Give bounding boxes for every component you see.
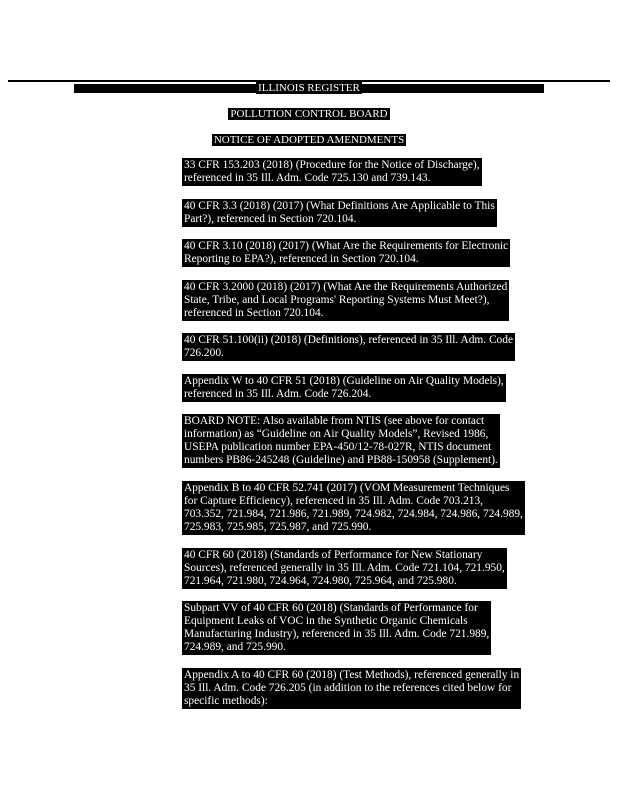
entry-line: Manufacturing Industry), referenced in 35 Ill. Adm. Code 721.989, [184, 628, 490, 640]
board-title [0, 109, 618, 120]
entry-line: 33 CFR 153.203 (2018) (Procedure for the Notice of Discharge), [184, 159, 480, 171]
entry-40cfr3-2000 [182, 280, 509, 321]
entry-line: 721.964, 721.980, 724.964, 724.980, 725.964, and 725.980. [184, 575, 457, 587]
entry-line: Appendix W to 40 CFR 51 (2018) (Guideline on Air Quality Models), [184, 375, 504, 387]
entry-line: referenced in Section 720.104. [184, 307, 324, 319]
entry-line: numbers PB86-245248 (Guideline) and PB88-150958 (Supplement). [184, 454, 498, 466]
entry-line: Part?), referenced in Section 720.104. [184, 213, 357, 225]
entry-line: 724.989, and 725.990. [184, 641, 286, 653]
register-title [0, 83, 618, 94]
entry-line: for Capture Efficiency), referenced in 35 Ill. Adm. Code 703.213, [184, 495, 484, 507]
entry-line: Sources), referenced generally in 35 Ill. Adm. Code 721.104, 721.950, [184, 562, 505, 574]
register-title-text: ILLINOIS REGISTER [258, 82, 360, 94]
entry-line: Appendix B to 40 CFR 52.741 (2017) (VOM Measurement Techniques [184, 482, 510, 494]
entry-40cfr3-3 [182, 199, 497, 227]
entry-line: 40 CFR 60 (2018) (Standards of Performance for New Stationary [184, 549, 483, 561]
entry-subpart-vv [182, 601, 491, 655]
notice-title [0, 135, 618, 146]
entry-line: 726.200. [184, 347, 224, 359]
entry-line: Appendix A to 40 CFR 60 (2018) (Test Methods), referenced generally in [184, 669, 520, 681]
entry-40cfr3-10 [182, 239, 510, 267]
entry-line: 725.983, 725.985, 725.987, and 725.990. [184, 521, 372, 533]
entry-line: 40 CFR 51.100(ii) (2018) (Definitions), referenced in 35 Ill. Adm. Code [184, 334, 514, 346]
entry-40cfr60 [182, 548, 507, 589]
entry-line: 40 CFR 3.3 (2018) (2017) (What Definitions Are Applicable to This [184, 200, 495, 212]
entry-appendix-a [182, 668, 521, 709]
entry-line: information) as “Guideline on Air Quality Models”, Revised 1986, [184, 428, 489, 440]
entry-line: Subpart VV of 40 CFR 60 (2018) (Standards of Performance for [184, 602, 478, 614]
entry-line: State, Tribe, and Local Programs' Reporting Systems Must Meet?), [184, 294, 490, 306]
entry-line: referenced in 35 Ill. Adm. Code 725.130 and 739.143. [184, 172, 431, 184]
entry-line: BOARD NOTE: Also available from NTIS (see above for contact [184, 415, 485, 427]
board-note [182, 414, 500, 468]
entry-line: specific methods): [184, 695, 268, 707]
entry-line: 40 CFR 3.2000 (2018) (2017) (What Are the Requirements Authorized [184, 281, 508, 293]
entry-33cfr153 [182, 158, 482, 186]
entry-line: Equipment Leaks of VOC in the Synthetic Organic Chemicals [184, 615, 468, 627]
notice-title-text: NOTICE OF ADOPTED AMENDMENTS [213, 134, 405, 146]
entry-line: 703.352, 721.984, 721.986, 721.989, 724.982, 724.984, 724.986, 724.989, [184, 508, 523, 520]
entry-line: USEPA publication number EPA-450/12-78-027R, NTIS document [184, 441, 492, 453]
entry-line: Reporting to EPA?), referenced in Section 720.104. [184, 253, 419, 265]
entry-40cfr51-100 [182, 333, 515, 361]
entry-appendix-w [182, 374, 506, 402]
board-title-text: POLLUTION CONTROL BOARD [230, 108, 388, 120]
entry-appendix-b [182, 481, 525, 535]
entry-line: 40 CFR 3.10 (2018) (2017) (What Are the Requirements for Electronic [184, 240, 509, 252]
entry-line: referenced in 35 Ill. Adm. Code 726.204. [184, 388, 372, 400]
entry-line: 35 Ill. Adm. Code 726.205 (in addition to the references cited below for [184, 682, 512, 694]
